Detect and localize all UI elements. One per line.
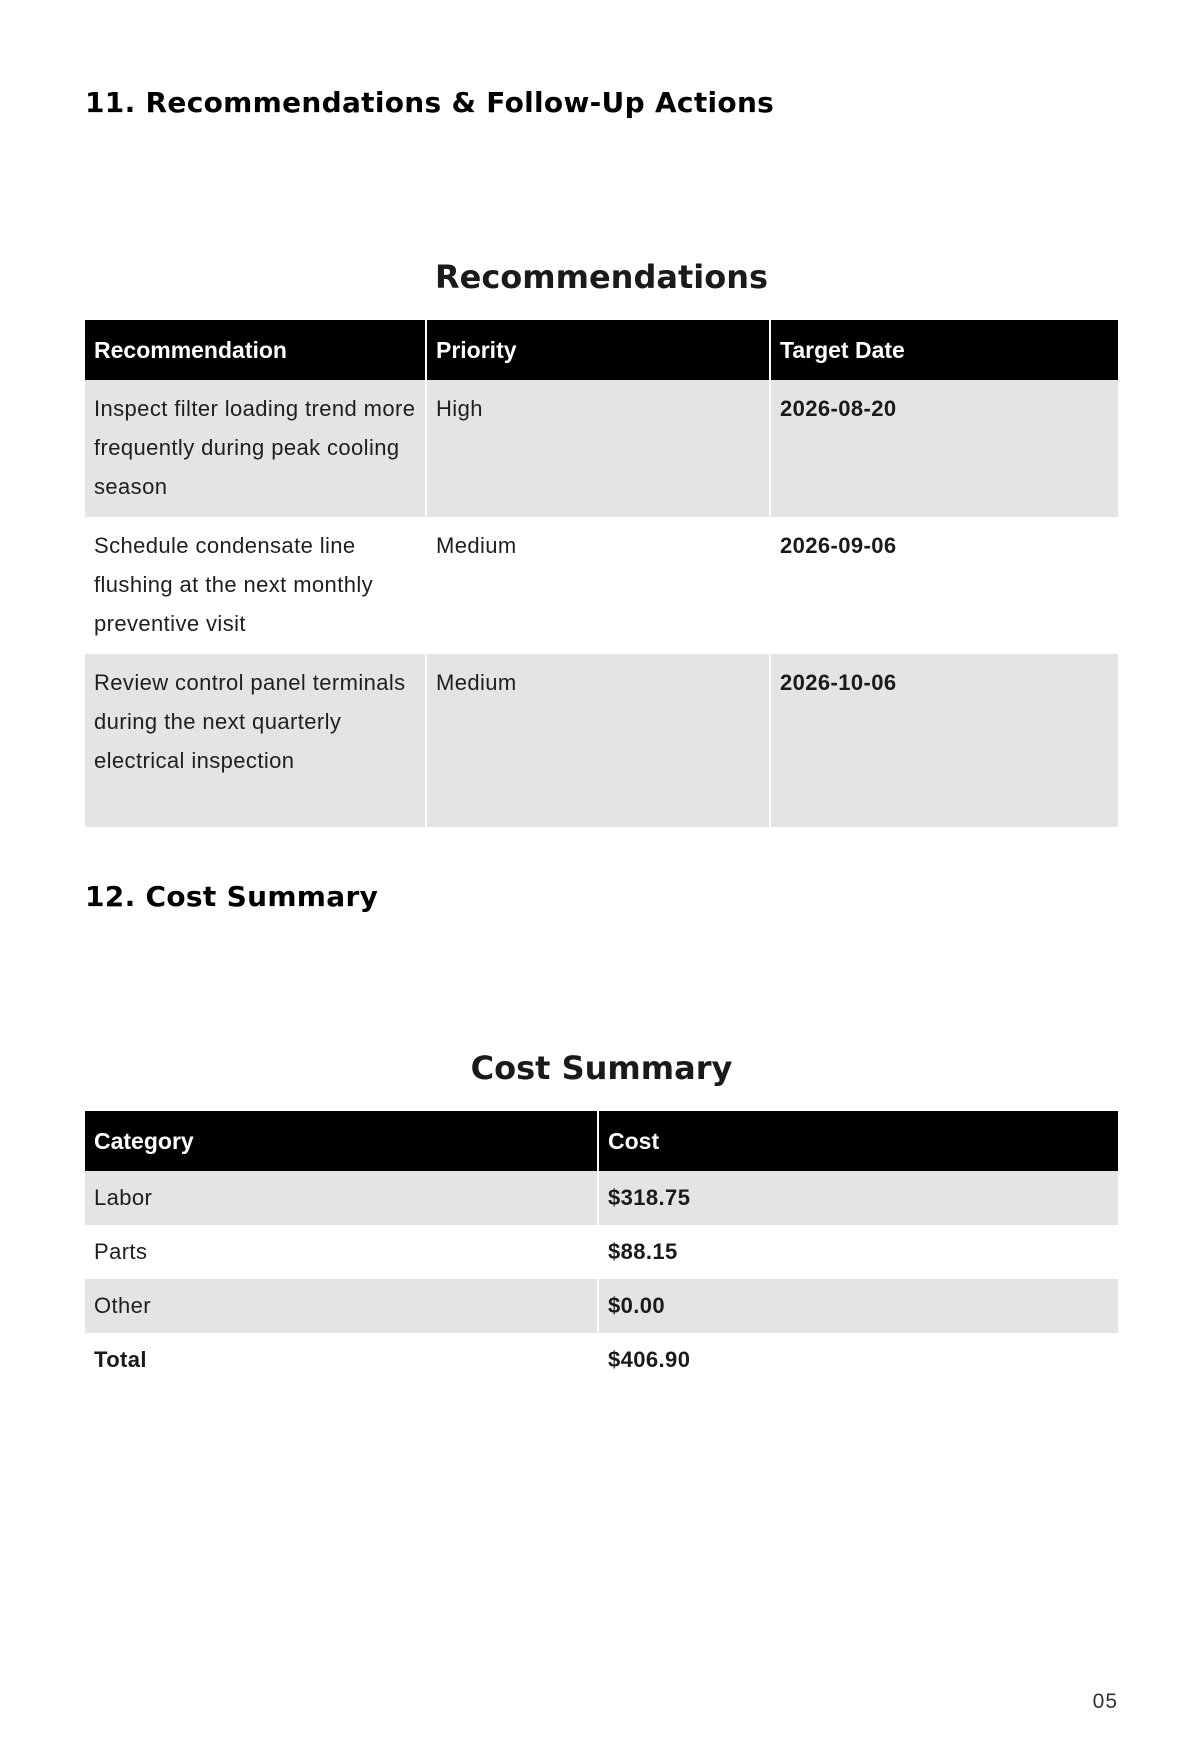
cost-cell: $0.00	[598, 1279, 1118, 1333]
category-cell: Other	[85, 1279, 598, 1333]
table-header-row	[85, 320, 1118, 380]
cost-summary-table	[85, 1111, 1118, 1387]
category-cell: Parts	[85, 1225, 598, 1279]
table-row	[85, 517, 1118, 654]
category-cell: Labor	[85, 1171, 598, 1225]
priority-cell: Medium	[426, 654, 770, 827]
column-header-recommendation: Recommendation	[85, 320, 426, 380]
cost-cell: $88.15	[598, 1225, 1118, 1279]
total-cost-cell: $406.90	[598, 1333, 1118, 1387]
table-row-total	[85, 1333, 1118, 1387]
table-row	[85, 654, 1118, 827]
recommendation-cell: Review control panel terminals during the next quarterly electrical inspection	[85, 654, 426, 827]
recommendation-cell: Schedule condensate line flushing at the next monthly preventive visit	[85, 517, 426, 654]
column-header-cost: Cost	[598, 1111, 1118, 1171]
table-row	[85, 1225, 1118, 1279]
priority-cell: High	[426, 380, 770, 517]
recommendations-table	[85, 320, 1118, 827]
document-page	[85, 0, 1118, 1754]
cost-table-caption: Cost Summary	[470, 1049, 733, 1087]
table-row	[85, 1171, 1118, 1225]
column-header-target-date: Target Date	[770, 320, 1118, 380]
target-date-cell: 2026-09-06	[770, 517, 1118, 654]
table-row	[85, 1279, 1118, 1333]
section-heading-recommendations: 11. Recommendations & Follow-Up Actions	[85, 86, 775, 119]
priority-cell: Medium	[426, 517, 770, 654]
total-label-cell: Total	[85, 1333, 598, 1387]
recommendation-cell: Inspect filter loading trend more frequently during peak cooling season	[85, 380, 426, 517]
cost-cell: $318.75	[598, 1171, 1118, 1225]
column-header-priority: Priority	[426, 320, 770, 380]
page-number: 05	[1092, 1690, 1118, 1713]
column-header-category: Category	[85, 1111, 598, 1171]
target-date-cell: 2026-08-20	[770, 380, 1118, 517]
table-header-row	[85, 1111, 1118, 1171]
target-date-cell: 2026-10-06	[770, 654, 1118, 827]
table-row	[85, 380, 1118, 517]
recommendations-table-caption: Recommendations	[434, 258, 769, 296]
section-heading-cost-summary: 12. Cost Summary	[85, 880, 379, 913]
